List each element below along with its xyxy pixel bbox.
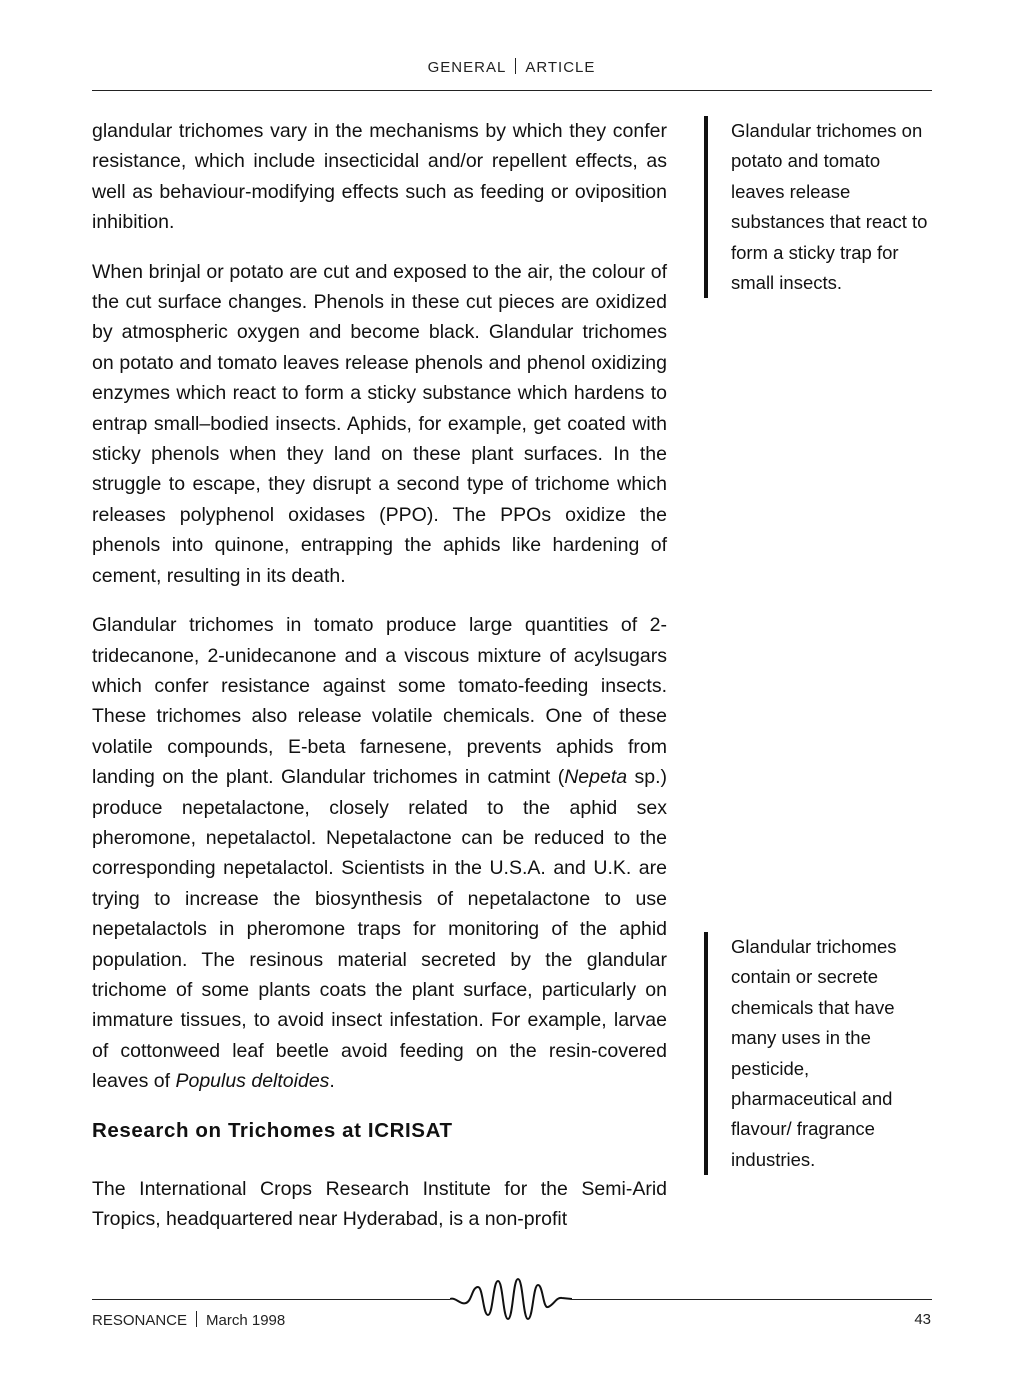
header-rule: [92, 90, 932, 91]
footer-divider: [196, 1311, 197, 1327]
journal-name: RESONANCE: [92, 1312, 188, 1329]
paragraph-1: glandular trichomes vary in the mechanisms by which they confer resistance, which include insecticidal and/or repellent effects, as well as behaviour-modifying effects such as feeding or oviposition inhibition.: [92, 120, 667, 234]
wave-logo-icon: [450, 1275, 572, 1325]
footer-rule-right: [572, 1299, 932, 1300]
species-populus-deltoides: Populus deltoides: [175, 1070, 330, 1093]
footer-journal: [92, 1311, 285, 1329]
genus-nepeta: Nepeta: [564, 766, 628, 789]
sidenote-1: Glandular trichomes on potato and tomato leaves release substances that react to form a sticky trap for small insects.: [704, 116, 931, 298]
issue-date: March 1998: [206, 1312, 286, 1329]
article-body: [92, 116, 667, 1253]
paragraph-3-text-c: .: [329, 1070, 335, 1093]
paragraph-2: When brinjal or potato are cut and exposed to the air, the colour of the cut surface changes. Phenols in these cut pieces are oxidized by atmospheric oxygen and become black. Glandular trichomes on potato and tomato leaves release phenols and phenol oxidizing enzymes which react to form a sticky substance which hardens to entrap small–bodied insects. Aphids, for example, get coated with sticky phenols when they land on these plant surfaces. In the struggle to escape, they disrupt a second type of trichome which releases polyphenol oxidases (PPO). The PPOs oxidize the phenols into quinone, entrapping the aphids like hardening of cement, resulting in its death.: [92, 260, 667, 587]
header-type: ARTICLE: [525, 59, 596, 76]
sidenote-2: Glandular trichomes contain or secrete chemicals that have many uses in the pesticide, pharmaceutical and flavour/ fragrance industries.: [704, 932, 931, 1175]
paragraph-4: The International Crops Research Institute for the Semi-Arid Tropics, headquartered near Hyderabad, is a non-profit: [92, 1177, 667, 1230]
running-header: [0, 58, 1023, 76]
footer-rule-left: [92, 1299, 450, 1300]
page-number: 43: [914, 1311, 931, 1328]
header-section: GENERAL: [427, 59, 507, 76]
paragraph-3: [92, 610, 667, 1097]
paragraph-3-text-a: Glandular trichomes in tomato produce large quantities of 2-tridecanone, 2-unidecanone and a viscous mixture of acylsugars which confer resistance against some tomato-feeding insects. These trichomes also release volatile chemicals. One of these volatile compounds, E-beta farnesene, prevents aphids from landing on the plant. Glandular trichomes in catmint (: [92, 614, 667, 789]
section-heading: Research on Trichomes at ICRISAT: [92, 1118, 453, 1142]
paragraph-3-text-b: sp.) produce nepetalactone, closely related to the aphid sex pheromone, nepetalactol. Nepetalactone can be reduced to the corresponding nepetalactol. Scientists in the U.S.A. and U.K. are trying to increase the biosynthesis of nepetalactone to use nepetalactols in pheromone traps for monitoring of the aphid population. The resinous material secreted by the glandular trichome of some plants coats the plant surface, particularly on immature tissues, to avoid insect infestation. For example, larvae of cottonweed leaf beetle avoid feeding on the resin-covered leaves of: [92, 766, 668, 1093]
header-divider: [515, 58, 516, 74]
